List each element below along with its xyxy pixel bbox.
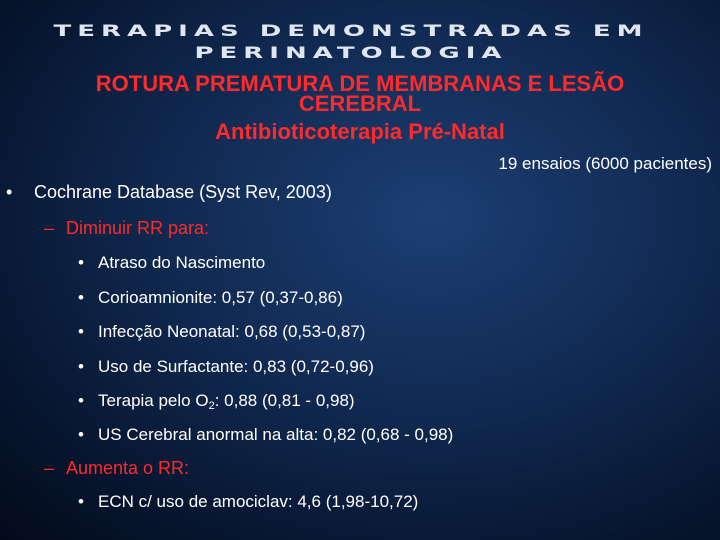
header-banner xyxy=(12,16,690,64)
bullet-icon: • xyxy=(78,322,84,341)
list-item-text: Infecção Neonatal: 0,68 (0,53-0,87) xyxy=(98,322,366,341)
dash-icon: – xyxy=(44,458,55,478)
slide-title-line-1: ROTURA PREMATURA DE MEMBRANAS E LESÃO xyxy=(95,71,625,96)
o2-subscript: 2 xyxy=(208,400,215,412)
list-item xyxy=(78,425,453,445)
bullet-icon: • xyxy=(78,425,84,444)
list-item-text: ECN c/ uso de amociclav: 4,6 (1,98-10,72) xyxy=(98,492,419,511)
section-aumenta xyxy=(44,458,189,479)
bullet-icon: • xyxy=(78,492,84,511)
list-item xyxy=(78,357,374,377)
o2-suffix: : 0,88 (0,81 - 0,98) xyxy=(214,391,355,410)
bullet-icon: • xyxy=(78,357,84,376)
bullet-icon: • xyxy=(6,182,13,202)
section-title: Aumenta o RR: xyxy=(66,458,190,478)
bullet-cochrane xyxy=(6,182,332,203)
banner-line-1: TERAPIAS DEMONSTRADAS EM xyxy=(53,21,649,41)
dash-icon: – xyxy=(44,218,55,238)
list-item-o2 xyxy=(78,391,355,412)
list-item-text: US Cerebral anormal na alta: 0,82 (0,68 - 0,98) xyxy=(98,425,454,444)
list-item xyxy=(78,492,418,512)
bullet-icon: • xyxy=(78,391,84,410)
banner-line-2: PERINATOLOGIA xyxy=(194,43,508,63)
list-item-text: Uso de Surfactante: 0,83 (0,72-0,96) xyxy=(98,357,374,376)
section-title: Diminuir RR para: xyxy=(66,218,210,238)
list-item xyxy=(78,288,343,308)
slide-title-line-2: CEREBRAL xyxy=(298,91,422,116)
trials-note: 19 ensaios (6000 pacientes) xyxy=(498,154,712,173)
o2-prefix: Terapia pelo O xyxy=(98,391,209,410)
list-item-text: Atraso do Nascimento xyxy=(98,253,266,272)
slide-subtitle: Antibioticoterapia Pré-Natal xyxy=(215,119,505,144)
bullet-icon: • xyxy=(78,288,84,307)
bullet-text: Cochrane Database (Syst Rev, 2003) xyxy=(34,182,332,202)
bullet-icon: • xyxy=(78,253,84,272)
list-item xyxy=(78,322,365,342)
list-item xyxy=(78,253,265,273)
section-diminuir xyxy=(44,218,209,239)
list-item-text: Corioamnionite: 0,57 (0,37-0,86) xyxy=(98,288,343,307)
